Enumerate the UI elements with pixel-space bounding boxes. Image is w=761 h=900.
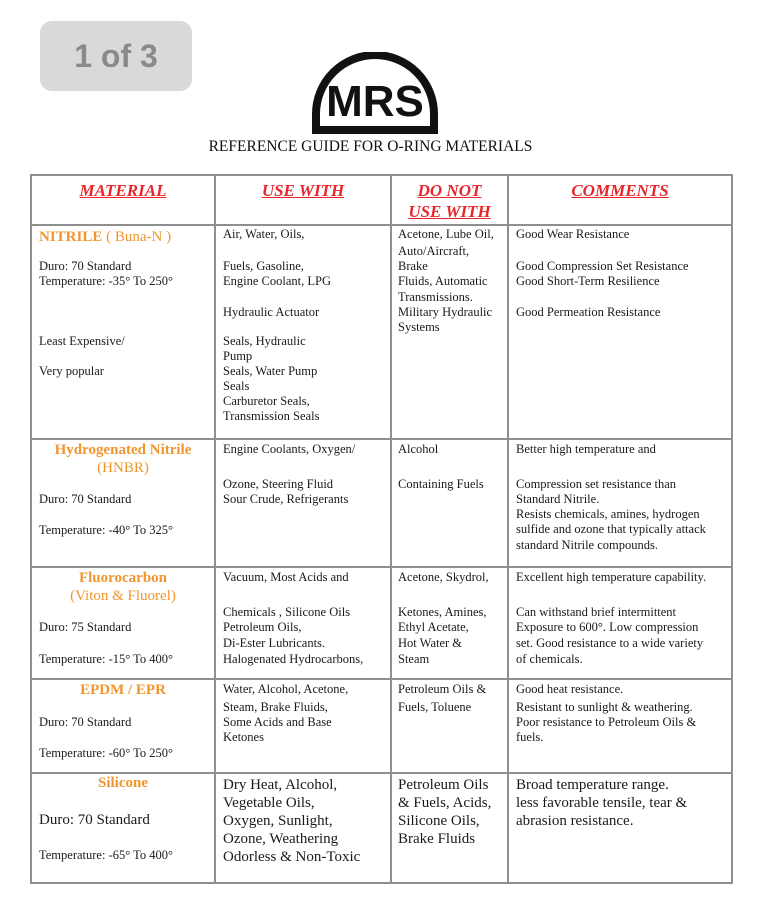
mrs-logo bbox=[310, 52, 440, 134]
comment-line: sulfide and ozone that typically attack bbox=[516, 522, 706, 536]
use-line: Oxygen, Sunlight, bbox=[223, 813, 333, 829]
use-line: Engine Coolant, LPG bbox=[223, 274, 331, 288]
duro-text: Duro: 70 Standard bbox=[39, 715, 132, 729]
logo-text: MRS bbox=[326, 77, 424, 126]
avoid-line: Fluids, Automatic bbox=[398, 274, 488, 288]
material-subname: (Viton & Fluorel) bbox=[70, 588, 176, 604]
table-row bbox=[31, 439, 732, 567]
comment-line: Good Short-Term Resilience bbox=[516, 274, 660, 288]
comment-line: Broad temperature range. bbox=[516, 777, 669, 793]
use-line: Air, Water, Oils, bbox=[223, 227, 305, 241]
comment-line: abrasion resistance. bbox=[516, 813, 634, 829]
avoid-line: Acetone, Lube Oil, bbox=[398, 227, 494, 241]
avoid-line: & Fuels, Acids, bbox=[398, 795, 492, 811]
temperature-text: Temperature: -65° To 400° bbox=[39, 848, 174, 862]
avoid-line: Ketones, Amines, bbox=[398, 605, 487, 619]
temperature-text: Temperature: -60° To 250° bbox=[39, 746, 174, 760]
comments-cell bbox=[509, 774, 731, 882]
note-text: Least Expensive/ bbox=[39, 334, 125, 348]
comment-line: Exposure to 600°. Low compression bbox=[516, 620, 699, 634]
use-line: Fuels, Gasoline, bbox=[223, 259, 304, 273]
avoid-line: Petroleum Oils bbox=[398, 777, 489, 793]
avoid-line: Fuels, Toluene bbox=[398, 700, 472, 714]
avoid-line: Steam bbox=[398, 652, 430, 666]
material-name: NITRILE ( Buna-N ) bbox=[39, 229, 172, 245]
table-header-row bbox=[31, 175, 732, 225]
use-line: Di-Ester Lubricants. bbox=[223, 636, 326, 650]
avoid-line: Auto/Aircraft, bbox=[398, 244, 470, 258]
use-line: Transmission Seals bbox=[223, 409, 320, 423]
material-name: Silicone bbox=[97, 775, 148, 791]
use-line: Vegetable Oils, bbox=[223, 795, 315, 811]
duro-text: Duro: 70 Standard bbox=[39, 492, 132, 506]
comment-line: Can withstand brief intermittent bbox=[516, 605, 677, 619]
header-material: MATERIAL bbox=[31, 175, 215, 225]
comment-line: Good Wear Resistance bbox=[516, 227, 630, 241]
material-subname: (HNBR) bbox=[97, 460, 149, 476]
use-line: Dry Heat, Alcohol, bbox=[223, 777, 338, 793]
table-row bbox=[31, 225, 732, 439]
comment-line: of chemicals. bbox=[516, 652, 583, 666]
use-with-cell bbox=[216, 774, 390, 882]
use-line: Ozone, Steering Fluid bbox=[223, 477, 334, 491]
comment-line: less favorable tensile, tear & bbox=[516, 795, 688, 811]
comments-cell bbox=[509, 226, 731, 438]
avoid-line: Hot Water & bbox=[398, 636, 463, 650]
comments-cell bbox=[509, 440, 731, 566]
use-line: Seals bbox=[223, 379, 250, 393]
use-line: Pump bbox=[223, 349, 253, 363]
temperature-text: Temperature: -35° To 250° bbox=[39, 274, 174, 288]
comment-line: set. Good resistance to a wide variety bbox=[516, 636, 704, 650]
use-line: Seals, Hydraulic bbox=[223, 334, 306, 348]
avoid-line: Brake Fluids bbox=[398, 831, 476, 847]
comment-line: fuels. bbox=[516, 730, 544, 744]
materials-table bbox=[30, 174, 733, 884]
use-line: Ozone, Weathering bbox=[223, 831, 339, 847]
comment-line: Good Permeation Resistance bbox=[516, 305, 661, 319]
comment-line: Standard Nitrile. bbox=[516, 492, 600, 506]
comment-line: Excellent high temperature capability. bbox=[516, 570, 707, 584]
comment-line: Resistant to sunlight & weathering. bbox=[516, 700, 693, 714]
material-cell bbox=[32, 568, 214, 678]
material-cell bbox=[32, 774, 214, 882]
table-row bbox=[31, 679, 732, 773]
comment-line: Resists chemicals, amines, hydrogen bbox=[516, 507, 700, 521]
avoid-cell bbox=[392, 680, 507, 772]
header-use-with: USE WITH bbox=[215, 175, 391, 225]
comment-line: Good heat resistance. bbox=[516, 682, 624, 696]
use-line: Hydraulic Actuator bbox=[223, 305, 320, 319]
material-name: EPDM / EPR bbox=[80, 682, 166, 698]
duro-text: Duro: 75 Standard bbox=[39, 620, 132, 634]
avoid-line: Alcohol bbox=[398, 442, 439, 456]
comment-line: Good Compression Set Resistance bbox=[516, 259, 689, 273]
avoid-line: Ethyl Acetate, bbox=[398, 620, 469, 634]
comments-cell bbox=[509, 568, 731, 678]
page-indicator: 1 of 3 bbox=[40, 21, 192, 91]
comment-line: Compression set resistance than bbox=[516, 477, 677, 491]
use-line: Petroleum Oils, bbox=[223, 620, 302, 634]
avoid-cell bbox=[392, 774, 507, 882]
avoid-line: Transmissions. bbox=[398, 290, 473, 304]
note-text: Very popular bbox=[39, 364, 104, 378]
header-do-not-use-with: DO NOT USE WITH bbox=[391, 175, 508, 225]
use-line: Sour Crude, Refrigerants bbox=[223, 492, 349, 506]
header-comments: COMMENTS bbox=[508, 175, 732, 225]
use-with-cell bbox=[216, 568, 390, 678]
avoid-line: Petroleum Oils & bbox=[398, 682, 487, 696]
avoid-cell bbox=[392, 226, 507, 438]
comment-line: standard Nitrile compounds. bbox=[516, 538, 658, 552]
table-row bbox=[31, 773, 732, 883]
use-with-cell bbox=[216, 226, 390, 438]
use-line: Seals, Water Pump bbox=[223, 364, 318, 378]
comment-line: Poor resistance to Petroleum Oils & bbox=[516, 715, 697, 729]
duro-text: Duro: 70 Standard bbox=[39, 812, 150, 828]
avoid-line: Systems bbox=[398, 320, 440, 334]
avoid-line: Military Hydraulic bbox=[398, 305, 493, 319]
avoid-cell bbox=[392, 568, 507, 678]
use-line: Ketones bbox=[223, 730, 264, 744]
avoid-line: Silicone Oils, bbox=[398, 813, 480, 829]
temperature-text: Temperature: -15° To 400° bbox=[39, 652, 174, 666]
duro-text: Duro: 70 Standard bbox=[39, 259, 132, 273]
avoid-cell bbox=[392, 440, 507, 566]
avoid-line: Containing Fuels bbox=[398, 477, 484, 491]
use-with-cell bbox=[216, 440, 390, 566]
material-cell bbox=[32, 226, 214, 438]
use-line: Halogenated Hydrocarbons, bbox=[223, 652, 364, 666]
avoid-line: Brake bbox=[398, 259, 428, 273]
material-cell bbox=[32, 680, 214, 772]
table-row bbox=[31, 567, 732, 679]
use-line: Engine Coolants, Oxygen/ bbox=[223, 442, 356, 456]
use-line: Odorless & Non-Toxic bbox=[223, 849, 361, 865]
use-with-cell bbox=[216, 680, 390, 772]
document-title: REFERENCE GUIDE FOR O-RING MATERIALS bbox=[208, 138, 533, 155]
use-line: Water, Alcohol, Acetone, bbox=[223, 682, 349, 696]
material-name: Hydrogenated Nitrile bbox=[54, 442, 192, 458]
use-line: Carburetor Seals, bbox=[223, 394, 310, 408]
use-line: Vacuum, Most Acids and bbox=[223, 570, 349, 584]
use-line: Chemicals , Silicone Oils bbox=[223, 605, 351, 619]
comment-line: Better high temperature and bbox=[516, 442, 656, 456]
avoid-line: Acetone, Skydrol, bbox=[398, 570, 489, 584]
material-name: Fluorocarbon bbox=[78, 570, 168, 586]
use-line: Some Acids and Base bbox=[223, 715, 332, 729]
comments-cell bbox=[509, 680, 731, 772]
use-line: Steam, Brake Fluids, bbox=[223, 700, 328, 714]
temperature-text: Temperature: -40° To 325° bbox=[39, 523, 174, 537]
material-cell bbox=[32, 440, 214, 566]
